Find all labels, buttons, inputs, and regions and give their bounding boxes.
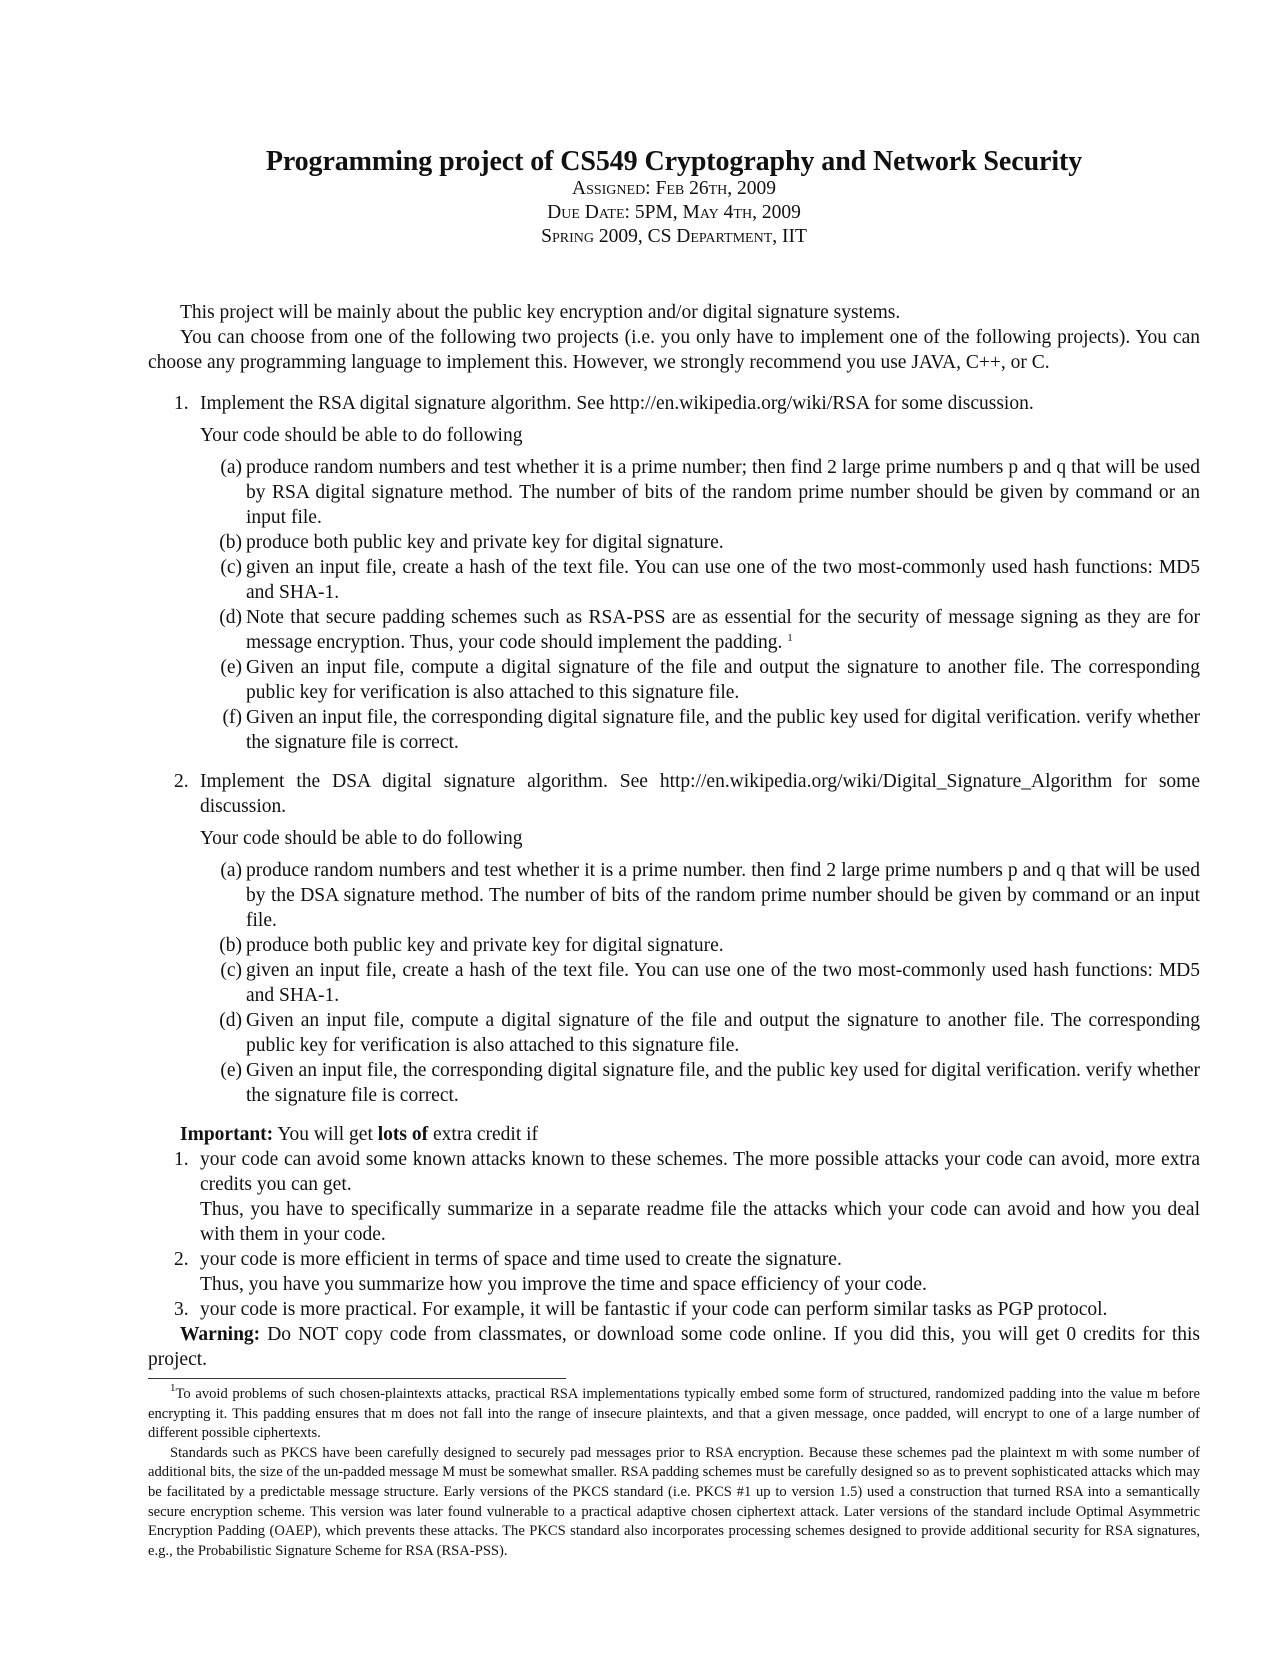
- project-1-item-a: produce random numbers and test whether it is a prime number; then find 2 large prime numbers p and q that will be used by RSA digital signature method. The number of bits of the random prime number should be given by command or an input file.: [246, 457, 1200, 528]
- list-item-label: (e): [220, 657, 242, 678]
- important-item-2-note: Thus, you have you summarize how you improve the time and space efficiency of your code.: [200, 1274, 927, 1295]
- list-item-label: (b): [219, 532, 242, 553]
- warning-label: Warning:: [180, 1324, 261, 1345]
- list-item-label: (c): [220, 557, 242, 578]
- project-1-item-c: given an input file, create a hash of the text file. You can use one of the two most-commonly used hash functions: MD5 and SHA-1.: [246, 557, 1200, 603]
- list-item-number: 1.: [174, 1149, 189, 1170]
- project-2-item-a: produce random numbers and test whether it is a prime number. then find 2 large prime numbers p and q that will be used by the DSA signature method. The number of bits of the random prime number should be given by command or an input file.: [246, 860, 1200, 931]
- footnote-mark: 1: [170, 1382, 176, 1394]
- footnote-paragraph-2: Standards such as PKCS have been carefully designed to securely pad messages prior to RSA encryption. Because these schemes pad the plaintext m with some number of additional bits, the size of the un-padded message M must be somewhat smaller. RSA padding schemes must be carefully designed so as to prevent sophisticated attacks which may be facilitated by a predictable message structure. Early versions of the PKCS standard (i.e. PKCS #1 up to version 1.5) used a construction that turned RSA into a semantically secure encryption scheme. This version was later found vulnerable to a practical adaptive chosen ciphertext attack. Later versions of the standard include Optimal Asymmetric Encryption Padding (OAEP), which prevents these attacks. The PKCS standard also incorporates processing schemes designed to provide additional security for RSA signatures, e.g., the Probabilistic Signature Scheme for RSA (RSA-PSS).: [148, 1444, 1200, 1559]
- footnote-paragraph-1: To avoid problems of such chosen-plaintexts attacks, practical RSA implementations typically embed some form of structured, randomized padding into the value m before encrypting it. This padding ensures that m does not fall into the range of insecure plaintexts, and that a given message, once padded, will encrypt to one of a large number of different possible ciphertexts.: [148, 1386, 1200, 1442]
- list-item: [148, 530, 1200, 555]
- list-item-label: (b): [219, 935, 242, 956]
- project-1-intro: Your code should be able to do following: [200, 425, 523, 446]
- project-2-item-b: produce both public key and private key for digital signature.: [246, 935, 724, 956]
- list-item-label: (a): [220, 860, 242, 881]
- project-1-number: 1.: [174, 393, 189, 414]
- list-item: [148, 1247, 1200, 1297]
- page-title: Programming project of CS549 Cryptography and Network Security: [265, 146, 1083, 177]
- document-body: [148, 300, 1200, 1372]
- list-item: [148, 555, 1200, 605]
- list-item: [148, 655, 1200, 705]
- list-item: [148, 455, 1200, 530]
- list-item-label: (e): [220, 1060, 242, 1081]
- important-emphasis: lots of: [377, 1124, 429, 1145]
- list-item: [148, 1058, 1200, 1108]
- project-1-item-d: Note that secure padding schemes such as RSA-PSS are as essential for the security of message signing as they are for message encryption. Thus, your code should implement the padding.: [246, 607, 1200, 653]
- list-item-label: (a): [220, 457, 242, 478]
- important-item-1: your code can avoid some known attacks known to these schemes. The more possible attacks your code can avoid, more extra credits you can get.: [200, 1149, 1200, 1195]
- project-1-item-b: produce both public key and private key for digital signature.: [246, 532, 724, 553]
- intro-paragraph-1: This project will be mainly about the public key encryption and/or digital signature systems.: [180, 302, 901, 323]
- list-item-label: (c): [220, 960, 242, 981]
- footnote-divider: [148, 1378, 566, 1379]
- project-2-item-c: given an input file, create a hash of the text file. You can use one of the two most-commonly used hash functions: MD5 and SHA-1.: [246, 960, 1200, 1006]
- project-2-intro: Your code should be able to do following: [200, 828, 523, 849]
- project-2-number: 2.: [174, 771, 189, 792]
- list-item: [148, 1297, 1200, 1322]
- important-item-3: your code is more practical. For example, it will be fantastic if your code can perform similar tasks as PGP protocol.: [200, 1299, 1108, 1320]
- project-2-item-d: Given an input file, compute a digital signature of the file and output the signature to another file. The corresponding public key for verification is also attached to this signature file.: [246, 1010, 1200, 1056]
- important-label: Important:: [180, 1124, 274, 1145]
- list-item-label: (d): [219, 1010, 242, 1031]
- list-item: [148, 705, 1200, 755]
- project-2-item-e: Given an input file, the corresponding digital signature file, and the public key used for digital verification. verify whether the signature file is correct.: [246, 1060, 1200, 1106]
- intro-paragraph-2: You can choose from one of the following two projects (i.e. you only have to implement one of the following projects). You can choose any programming language to implement this. However, we strongly recommend you use JAVA, C++, or C.: [148, 327, 1200, 373]
- important-tail: extra credit if: [433, 1124, 539, 1145]
- project-2: [148, 769, 1200, 819]
- due-date: Due Date: 5PM, May 4th, 2009: [547, 202, 801, 223]
- warning-paragraph: [148, 1322, 1200, 1372]
- important-item-2: your code is more efficient in terms of space and time used to create the signature.: [200, 1249, 842, 1270]
- list-item: [148, 1147, 1200, 1247]
- project-2-heading: Implement the DSA digital signature algorithm. See http://en.wikipedia.org/wiki/Digital_Signature_Algorithm for some discussion.: [200, 771, 1200, 817]
- list-item-label: (f): [222, 707, 242, 728]
- project-1-heading: Implement the RSA digital signature algorithm. See http://en.wikipedia.org/wiki/RSA for some discussion.: [200, 393, 1034, 414]
- important-paragraph: [148, 1122, 1200, 1147]
- important-item-1-note: Thus, you have to specifically summarize in a separate readme file the attacks which your code can avoid and how you deal with them in your code.: [200, 1199, 1200, 1245]
- project-1-item-e: Given an input file, compute a digital signature of the file and output the signature to another file. The corresponding public key for verification is also attached to this signature file.: [246, 657, 1200, 703]
- list-item: [148, 958, 1200, 1008]
- assigned-date: Assigned: Feb 26th, 2009: [571, 178, 776, 199]
- footnote: [148, 1382, 1200, 1561]
- list-item: [148, 933, 1200, 958]
- list-item: [148, 858, 1200, 933]
- list-item-label: (d): [219, 607, 242, 628]
- project-1-item-f: Given an input file, the corresponding digital signature file, and the public key used for digital verification. verify whether the signature file is correct.: [246, 707, 1200, 753]
- project-1: [148, 391, 1200, 416]
- list-item-number: 3.: [174, 1299, 189, 1320]
- list-item: [148, 605, 1200, 655]
- footnote-reference[interactable]: 1: [787, 632, 793, 644]
- term-department: Spring 2009, CS Department, IIT: [541, 226, 807, 247]
- warning-text: Do NOT copy code from classmates, or download some code online. If you did this, you will get 0 credits for this project.: [148, 1324, 1201, 1370]
- list-item-number: 2.: [174, 1249, 189, 1270]
- list-item: [148, 1008, 1200, 1058]
- important-lead: You will get: [277, 1124, 373, 1145]
